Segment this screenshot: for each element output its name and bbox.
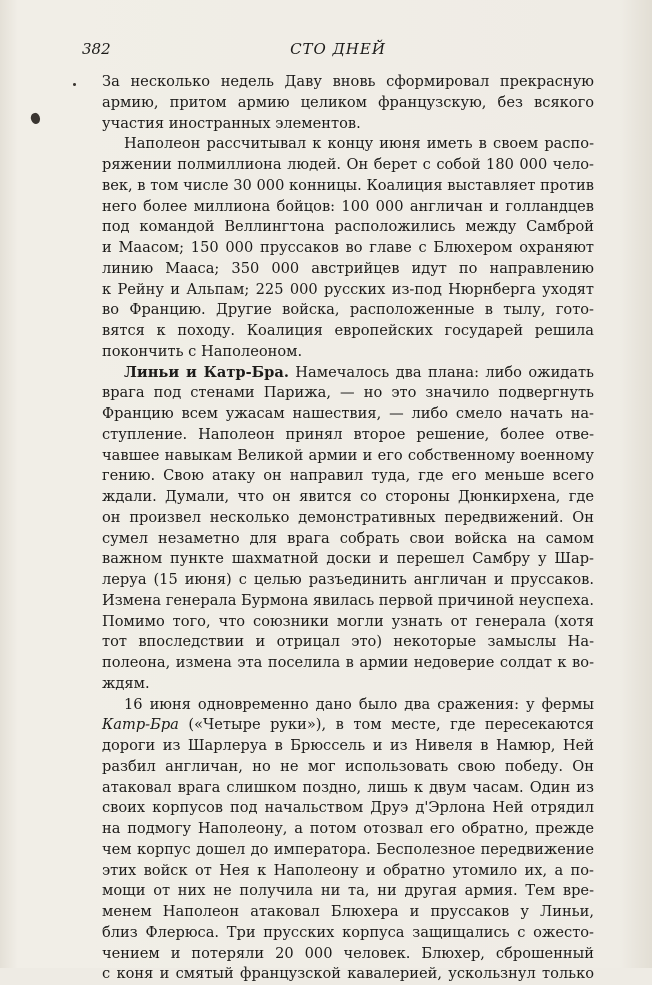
text-line: 16 июня одновременно дано было два сражения: у фермы (124, 695, 594, 713)
text-line: и Маасом; 150 000 пруссаков во главе с Блюхером охраняют (102, 239, 594, 256)
text-line: менем Наполеон атаковал Блюхера и пруссаков у Линьи, (102, 903, 594, 920)
section-heading-line (102, 363, 594, 384)
text-fragment: («Четыре руки»), в том месте, где пересекаются (178, 716, 594, 734)
text-line: на подмогу Наполеону, а потом отозвал его обратно, прежде (102, 820, 594, 837)
margin-dot-mark (73, 83, 76, 86)
running-title: СТО ДНЕЙ (290, 40, 386, 58)
text-line: покончить с Наполеоном. (102, 342, 303, 360)
text-line: он произвел несколько демонстративных передвижений. Он (102, 508, 594, 526)
text-line: сумел незаметно для врага собрать свои войска на самом (102, 529, 594, 547)
text-line: него более миллиона бойцов: 100 000 англичан и голландцев (102, 197, 594, 215)
text-line: разбил англичан, но не мог использовать свою победу. Он (102, 757, 594, 775)
text-line: ступление. Наполеон принял второе решение, более отве- (102, 425, 594, 443)
text-line: дороги из Шарлеруа в Брюссель и из Нивеля в Намюр, Ней (102, 737, 594, 754)
text-line: во Францию. Другие войска, расположенные в тылу, гото- (102, 301, 594, 319)
page-number: 382 (82, 40, 111, 58)
text-line: век, в том числе 30 000 конницы. Коалиция выставляет против (102, 176, 594, 194)
text-line: ряжении полмиллиона людей. Он берет с собой 180 000 чело- (102, 156, 594, 173)
italic-term-line (102, 715, 594, 736)
text-line: чением и потеряли 20 000 человек. Блюхер, сброшенный (102, 944, 594, 962)
text-line: с коня и смятый французской кавалерией, ускользнул только (102, 965, 594, 983)
margin-ink-blot (29, 112, 41, 125)
text-line: леруа (15 июня) с целью разъединить англичан и пруссаков. (102, 571, 594, 588)
text-line: важном пункте шахматной доски и перешел Самбру у Шар- (102, 550, 594, 568)
text-line: ждали. Думали, что он явится со стороны Дюнкирхена, где (102, 488, 594, 505)
section-heading: Линьи и Катр-Бра. (124, 363, 289, 381)
text-line: полеона, измена эта поселила в армии недоверие солдат к во- (102, 654, 594, 671)
text-line: тот впоследствии и отрицал это) некоторые замыслы На- (102, 633, 594, 651)
text-line: атаковал врага слишком поздно, лишь к двум часам. Один из (102, 778, 594, 796)
text-line: линию Мааса; 350 000 австрийцев идут по направлению (102, 259, 594, 277)
text-line: Помимо того, что союзники могли узнать от генерала (хотя (102, 612, 594, 630)
text-line: чем корпус дошел до императора. Бесполезное передвижение (102, 840, 594, 858)
text-line: своих корпусов под начальством Друэ д'Эрлона Ней отрядил (102, 799, 594, 817)
text-line: близ Флерюса. Три прусских корпуса защищались с ожесто- (102, 923, 594, 941)
text-line: вятся к походу. Коалиция европейских государей решила (102, 322, 594, 339)
body-text (102, 72, 594, 985)
text-line: врага под стенами Парижа, — но это значило подвергнуть (102, 384, 594, 402)
page-header (82, 40, 594, 64)
text-line: чавшее навыкам Великой армии и его собственному военному (102, 446, 594, 464)
italic-term: Катр-Бра (102, 716, 179, 734)
text-line: мощи от них не получила ни та, ни другая армия. Тем вре- (102, 882, 594, 900)
text-line: Наполеон рассчитывал к концу июня иметь в своем распо- (124, 135, 594, 153)
text-line: гению. Свою атаку он направил туда, где его меньше всего (102, 467, 594, 485)
text-line: ждям. (102, 674, 150, 692)
text-line: Францию всем ужасам нашествия, — либо смело начать на- (102, 405, 594, 422)
text-line: участия иностранных элементов. (102, 114, 361, 132)
text-line: Измена генерала Бурмона явилась первой причиной неуспеха. (102, 591, 594, 609)
text-line: армию, притом армию целиком французскую, без всякого (102, 93, 594, 111)
text-line: под командой Веллингтона расположились между Самброй (102, 218, 594, 236)
text-line: За несколько недель Даву вновь сформировал прекрасную (102, 73, 594, 90)
text-line: к Рейну и Альпам; 225 000 русских из-под Нюрнберга уходят (102, 280, 594, 298)
text-line: этих войск от Нея к Наполеону и обратно утомило их, а по- (102, 861, 594, 879)
text-fragment: Намечалось два плана: либо ожидать (288, 363, 595, 381)
